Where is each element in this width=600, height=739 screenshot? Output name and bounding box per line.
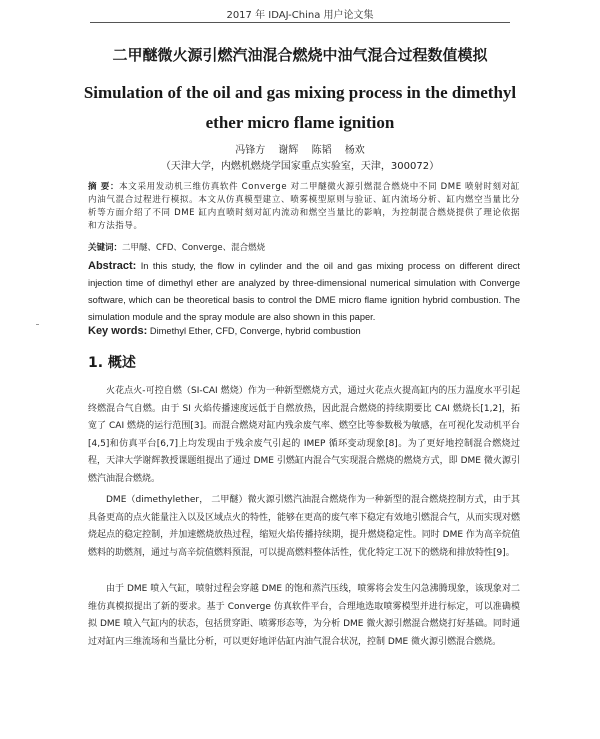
- running-header: 2017 年 IDAJ-China 用户论文集: [226, 10, 374, 21]
- chinese-abstract-label: 摘 要：: [88, 182, 120, 192]
- section-heading: 1. 概述: [88, 355, 136, 371]
- margin-mark: [36, 324, 39, 325]
- english-keywords-text: Dimethyl Ether, CFD, Converge, hybrid combustion: [149, 326, 361, 336]
- authors: 冯锋方 谢辉 陈韬 杨欢: [235, 145, 365, 156]
- header-rule: [90, 22, 510, 23]
- body-paragraph: DME（dimethylether， 二甲醚）微火源引燃汽油混合燃烧作为一种新型的混合燃烧控制方式，由于其具备更高的点火能量注入以及区域点火的特性，能够在更高的废气率下稳定有效地引燃混合气，从而实现对燃烧起点的稳定控制，并加速燃烧放热过程，缩短火焰传播持续期，提升燃烧稳定性。同时 DME 作为高辛烷值燃料的助燃剂，通过与高辛烷值燃料预混，可以提高燃料整体活性，优化特定工况下的燃烧和排放特性[9]。: [88, 495, 521, 558]
- english-abstract-text: In this study, the flow in cylinder and the oil and gas mixing process on different direct injection time of dimethyl ether are analyzed by three-dimensional numerical simulation with Converge software, which can be theoretical basis to control the DME micro flame ignition hybrid combustion. The simulation module and the spray module are also shown in this paper.: [88, 261, 520, 322]
- chinese-keywords: [88, 241, 520, 253]
- english-keywords: [88, 325, 520, 337]
- chinese-keywords-label: 关键词：: [88, 243, 123, 253]
- affiliation: （天津大学，内燃机燃烧学国家重点实验室，天津，300072）: [160, 161, 440, 172]
- chinese-abstract-text: 本文采用发动机三维仿真软件 Converge 对二甲醚微火源引燃混合燃烧中不同 DME 喷射时刻对缸内油气混合过程进行模拟。本文从仿真模型建立、喷雾模型原则与验证、缸内流场分析、缸内燃空当量比分析等方面介绍了不同 DME 缸内直喷时刻对缸内流动和燃空当量比的影响，为控制混合燃烧提供了理论依据和方法指导。: [88, 182, 520, 231]
- body-paragraph: 由于 DME 喷入气缸，喷射过程会穿越 DME 的饱和蒸汽压线，喷雾将会发生闪急沸腾现象，该现象对二维仿真模拟提出了新的要求。基于 Converge 仿真软件平台，合理地选取喷雾模型并进行标定，可以准确模拟 DME 喷入气缸内的状态，包括贯穿距、喷雾形态等，为分析 DME 微火源引燃混合燃烧打好基础。同时通过对缸内三维流场和当量比分析，可以更好地评估缸内油气混合状况，控制 DME 微火源引燃混合燃烧。: [88, 584, 520, 647]
- english-abstract-label: Abstract:: [88, 260, 137, 272]
- chinese-keywords-text: 二甲醚、CFD、Converge、混合燃烧: [122, 243, 266, 253]
- english-abstract: [88, 258, 520, 326]
- english-keywords-label: Key words:: [88, 325, 148, 337]
- english-title: Simulation of the oil and gas mixing process in the dimethyl ether micro flame ignition: [83, 83, 517, 132]
- body-paragraph: 火花点火-可控自燃（SI-CAI 燃烧）作为一种新型燃烧方式，通过火花点火提高缸内的压力温度水平引起终燃混合气自燃。由于 SI 火焰传播速度远低于自燃放热，因此混合燃烧的持续期要比 CAI 燃烧长[1,2]，拓宽了 CAI 燃烧的运行范围[3]。而混合燃烧对缸内残余废气率、燃空比等参数极为敏感，在可视化发动机平台[4,5]和仿真平台[6,7]上均发现由于残余废气引起的 IMEP 循环变动现象[8]。为了更好地控制混合燃烧过程，天津大学谢辉教授课题组提出了通过 DME 引燃缸内混合气实现混合燃烧的燃烧方式，即 DME 微火源引燃汽油混合燃烧。: [88, 386, 520, 484]
- chinese-abstract: [88, 181, 520, 233]
- chinese-title: 二甲醚微火源引燃汽油混合燃烧中油气混合过程数值模拟: [112, 46, 488, 64]
